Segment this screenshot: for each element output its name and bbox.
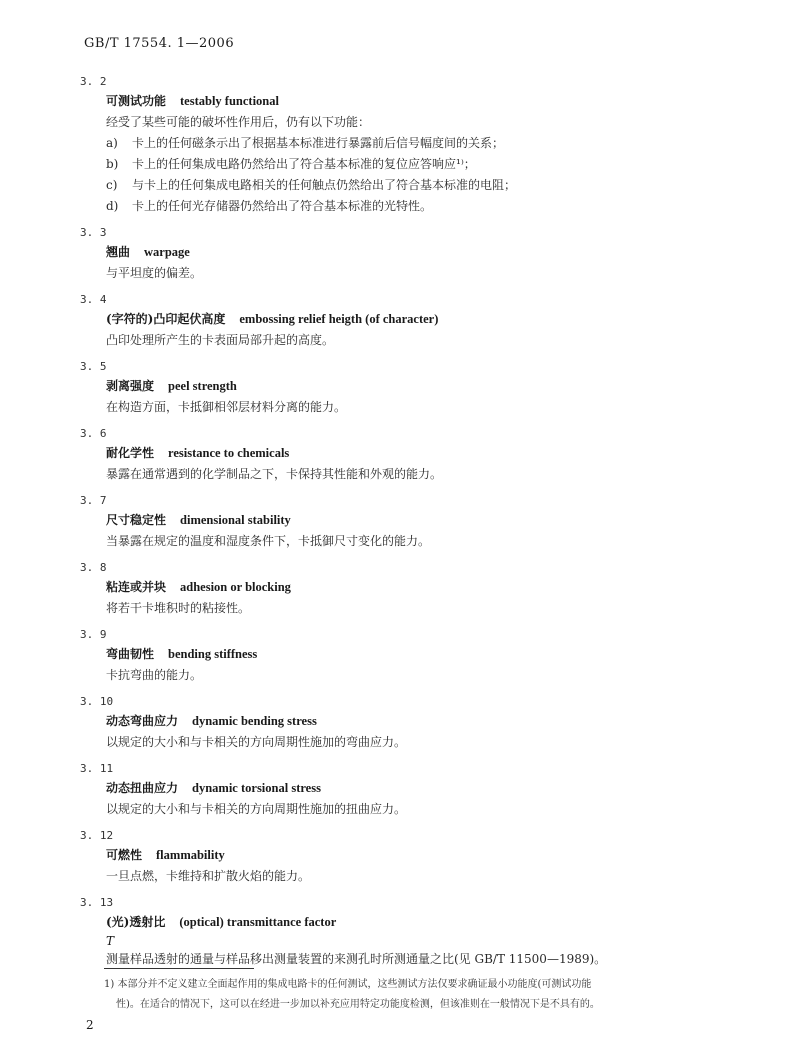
term-english-name: dynamic torsional stress	[192, 781, 321, 795]
term-entry	[80, 223, 740, 284]
term-number: 3. 13	[80, 896, 114, 909]
term-english-name: resistance to chemicals	[168, 446, 290, 460]
term-chinese-name: 耐化学性	[106, 446, 155, 460]
term-definition: 将若干卡堆积时的粘接性。	[106, 601, 251, 615]
list-item-text: 卡上的任何光存储器仍然给出了符合基本标准的光特性。	[132, 199, 433, 213]
term-entry	[80, 558, 740, 619]
term-entry	[80, 72, 740, 217]
term-chinese-name: 可测试功能	[106, 94, 167, 108]
term-entry	[80, 290, 740, 351]
terms-list	[80, 72, 740, 976]
term-title	[80, 845, 740, 866]
term-definition: 以规定的大小和与卡相关的方向周期性施加的弯曲应力。	[106, 735, 407, 749]
term-definition: 与平坦度的偏差。	[106, 266, 203, 280]
term-number: 3. 10	[80, 695, 114, 708]
term-entry	[80, 424, 740, 485]
term-chinese-name: (光)透射比	[106, 915, 166, 929]
footnote-divider	[104, 968, 254, 969]
term-definition: 暴露在通常遇到的化学制品之下，卡保持其性能和外观的能力。	[106, 467, 443, 481]
term-chinese-name: 粘连或并块	[106, 580, 167, 594]
term-title	[80, 91, 740, 112]
term-definition: 以规定的大小和与卡相关的方向周期性施加的扭曲应力。	[106, 802, 407, 816]
term-number: 3. 9	[80, 628, 107, 641]
term-definition: 在构造方面，卡抵御相邻层材料分离的能力。	[106, 400, 347, 414]
term-title	[80, 242, 740, 263]
list-item-label: d)	[106, 199, 119, 213]
term-english-name: bending stiffness	[168, 647, 258, 661]
list-item-label: a)	[106, 136, 118, 150]
term-number: 3. 3	[80, 226, 107, 239]
term-chinese-name: 尺寸稳定性	[106, 513, 167, 527]
term-title	[80, 376, 740, 397]
term-entry	[80, 625, 740, 686]
term-chinese-name: 动态扭曲应力	[106, 781, 179, 795]
term-title	[80, 711, 740, 732]
term-number: 3. 7	[80, 494, 107, 507]
term-title	[80, 577, 740, 598]
term-entry	[80, 692, 740, 753]
term-chinese-name: 剥离强度	[106, 379, 155, 393]
term-english-name: adhesion or blocking	[180, 580, 291, 594]
term-title	[80, 644, 740, 665]
term-definition: 一旦点燃，卡维持和扩散火焰的能力。	[106, 869, 311, 883]
term-definition: 凸印处理所产生的卡表面局部升起的高度。	[106, 333, 335, 347]
term-english-name: peel strength	[168, 379, 237, 393]
list-item-text: 与卡上的任何集成电路相关的任何触点仍然给出了符合基本标准的电阻；	[132, 178, 517, 192]
term-title	[80, 778, 740, 799]
term-chinese-name: 弯曲韧性	[106, 647, 155, 661]
list-item	[80, 154, 740, 175]
list-item	[80, 196, 740, 217]
term-entry	[80, 893, 740, 970]
term-number: 3. 11	[80, 762, 114, 775]
footnote-line: 1) 本部分并不定义建立全面起作用的集成电路卡的任何测试，这些测试方法仅要求确证最小功能度(可测试功能	[104, 979, 592, 990]
list-item	[80, 133, 740, 154]
term-number: 3. 5	[80, 360, 107, 373]
list-item-text: 卡上的任何磁条示出了根据基本标准进行暴露前后信号幅度间的关系；	[132, 136, 505, 150]
term-definition: 卡抗弯曲的能力。	[106, 668, 203, 682]
document-header: GB/T 17554. 1—2006	[84, 36, 235, 51]
list-item-label: b)	[106, 157, 119, 171]
term-number: 3. 2	[80, 75, 107, 88]
term-entry	[80, 357, 740, 418]
term-english-name: warpage	[144, 245, 190, 259]
term-number: 3. 8	[80, 561, 107, 574]
term-english-name: testably functional	[180, 94, 279, 108]
term-title	[80, 510, 740, 531]
term-english-name: embossing relief heigth (of character)	[239, 312, 439, 326]
term-english-name: (optical) transmittance factor	[179, 915, 337, 929]
term-number: 3. 12	[80, 829, 114, 842]
term-title	[80, 309, 740, 330]
term-entry	[80, 759, 740, 820]
term-definition: 测量样品透射的通量与样品移出测量装置的来测孔时所测通量之比(见 GB/T 11500—1989)。	[106, 952, 607, 966]
list-item	[80, 175, 740, 196]
term-entry	[80, 826, 740, 887]
footnote	[104, 975, 744, 1015]
page-number: 2	[86, 1018, 94, 1032]
term-definition: 当暴露在规定的温度和湿度条件下，卡抵御尺寸变化的能力。	[106, 534, 431, 548]
term-entry	[80, 491, 740, 552]
term-definition: 经受了某些可能的破坏性作用后，仍有以下功能：	[106, 115, 371, 129]
term-number: 3. 4	[80, 293, 107, 306]
term-title	[80, 912, 740, 933]
term-chinese-name: 翘曲	[106, 245, 131, 259]
list-item-text: 卡上的任何集成电路仍然给出了符合基本标准的复位应答响应¹⁾；	[132, 157, 476, 171]
term-title	[80, 443, 740, 464]
term-chinese-name: (字符的)凸印起伏高度	[106, 312, 226, 326]
term-symbol: T	[106, 934, 115, 948]
term-english-name: dimensional stability	[180, 513, 291, 527]
term-chinese-name: 动态弯曲应力	[106, 714, 179, 728]
term-english-name: dynamic bending stress	[192, 714, 317, 728]
term-chinese-name: 可燃性	[106, 848, 143, 862]
list-item-label: c)	[106, 178, 118, 192]
term-english-name: flammability	[156, 848, 225, 862]
term-number: 3. 6	[80, 427, 107, 440]
footnote-line: 性)。在适合的情况下，这可以在经进一步加以补充应用特定功能度检测，但该准则在一般情况下是不具有的。	[116, 999, 600, 1010]
